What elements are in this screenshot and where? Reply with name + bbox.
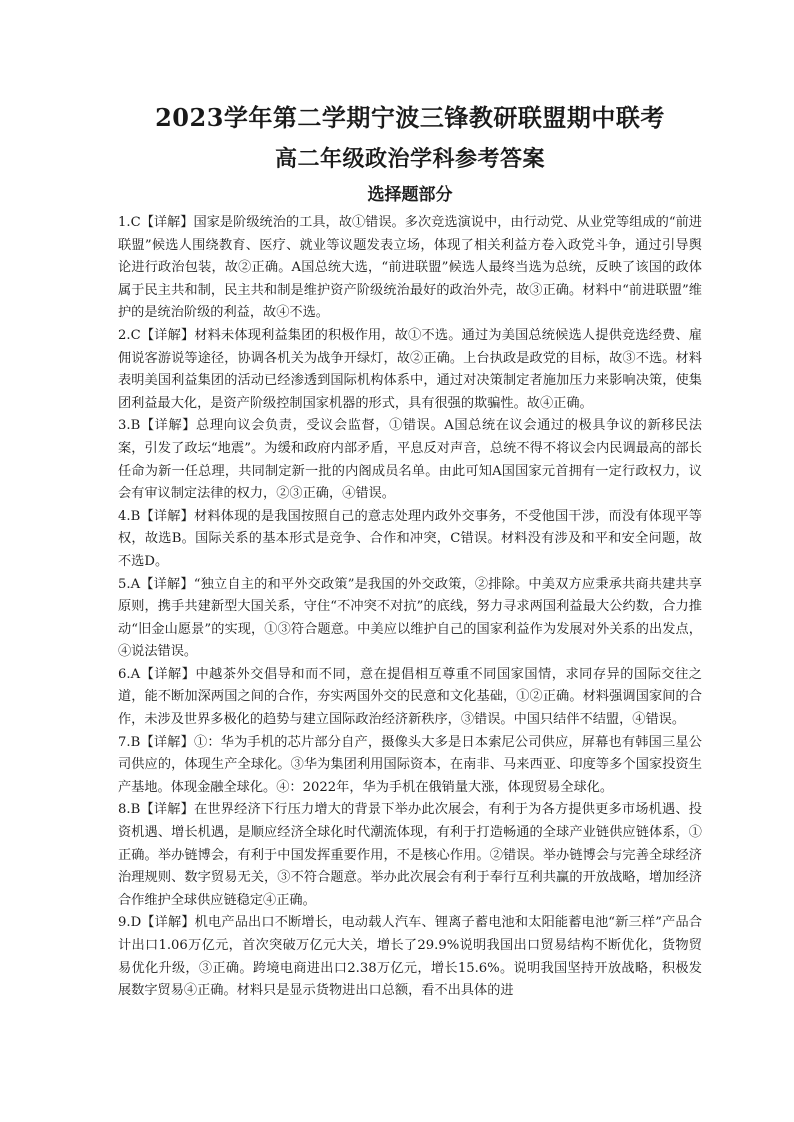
answer-list xyxy=(118,212,702,1003)
answer-item-5: 5.A【详解】“独立自主的和平外交政策”是我国的外交政策，②排除。中美双方应秉承共商共建共享原则，携手共建新型大国关系，守住“不冲突不对抗”的底线，努力寻求两国利益最大公约数，合力推动“旧金山愿景”的实现，①③符合题意。中美应以维护自己的国家利益作为发展对外关系的出发点，④说法错误。 xyxy=(118,576,702,660)
answer-item-8: 8.B【详解】在世界经济下行压力增大的背景下举办此次展会，有利于为各方提供更多市场机遇、投资机遇、增长机遇，是顺应经济全球化时代潮流体现，有利于打造畅通的全球产业链供应链体系，①正确。举办链博会，有利于中国发挥重要作用，不是核心作用。②错误。举办链博会与完善全球经济治理规则、数字贸易无关，③不符合题意。举办此次展会有利于奉行互利共赢的开放战略，增加经济合作维护全球供应链稳定④正确。 xyxy=(118,802,702,908)
answer-item-7: 7.B【详解】①：华为手机的芯片部分自产，摄像头大多是日本索尼公司供应，屏幕也有韩国三星公司供应的，体现生产全球化。③华为集团利用国际资本，在南非、马来西亚、印度等多个国家投资生产基地。体现金融全球化。④：2022年，华为手机在俄销量大涨，体现贸易全球化。 xyxy=(118,734,702,795)
answer-item-3: 3.B【详解】总理向议会负责，受议会监督，①错误。A国总统在议会通过的极具争议的新移民法案，引发了政坛“地震”。为缓和政府内部矛盾，平息反对声音，总统不得不将议会内民调最高的部长任命为新一任总理，共同制定新一批的内阁成员名单。由此可知A国国家元首拥有一定行政权力，议会有审议制定法律的权力，②③正确，④错误。 xyxy=(118,418,702,502)
answer-item-6: 6.A【详解】中越茶外交倡导和而不同，意在提倡相互尊重不同国家国情，求同存异的国际交往之道，能不断加深两国之间的合作，夯实两国外交的民意和文化基础，①②正确。材料强调国家间的合作，未涉及世界多极化的趋势与建立国际政治经济新秩序，③错误。中国只结伴不结盟，④错误。 xyxy=(118,666,702,728)
answer-item-4: 4.B【详解】材料体现的是我国按照自己的意志处理内政外交事务，不受他国干涉，而没有体现平等权，故选B。国际关系的基本形式是竞争、合作和冲突，C错误。材料没有涉及和平和安全问题，故不选D。 xyxy=(118,508,702,569)
answer-item-2: 2.C【详解】材料未体现利益集团的积极作用，故①不选。通过为美国总统候选人提供竞选经费、雇佣说客游说等途径，协调各机关为战争开绿灯，故②正确。上台执政是政党的目标，故③不选。材料表明美国利益集团的活动已经渗透到国际机构体系中，通过对决策制定者施加压力来影响决策，使集团利益最大化，是资产阶级控制国家机器的形式，具有很强的欺骗性。故④正确。 xyxy=(118,327,702,411)
answer-item-1: 1.C【详解】国家是阶级统治的工具，故①错误。多次竞选演说中，由行动党、从业党等组成的“前进联盟”候选人围绕教育、医疗、就业等议题发表立场，体现了相关利益方卷入政党斗争，通过引导舆论进行政治包装，故②正确。A国总统大选，“前进联盟”候选人最终当选为总统，反映了该国的政体属于民主共和制，民主共和制是维护资产阶级统治最好的政治外壳，故③正确。材料中“前进联盟”维护的是统治阶级的利益，故④不选。 xyxy=(118,215,702,321)
section-heading: 选择题部分 xyxy=(367,185,453,205)
exam-subtitle: 高二年级政治学科参考答案 xyxy=(274,146,545,172)
exam-title: 2023学年第二学期宁波三锋教研联盟期中联考 xyxy=(155,103,665,132)
answer-item-9: 9.D【详解】机电产品出口不断增长，电动载人汽车、锂离子蓄电池和太阳能蓄电池“新三样”产品合计出口1.06万亿元，首次突破万亿元大关，增长了29.9%说明我国出口贸易结构不断优化，货物贸易优化升级，③正确。跨境电商进出口2.38万亿元，增长15.6%。说明我国坚持开放战略，积极发展数字贸易④正确。材料只是显示货物进出口总额，看不出具体的进 xyxy=(118,915,702,999)
